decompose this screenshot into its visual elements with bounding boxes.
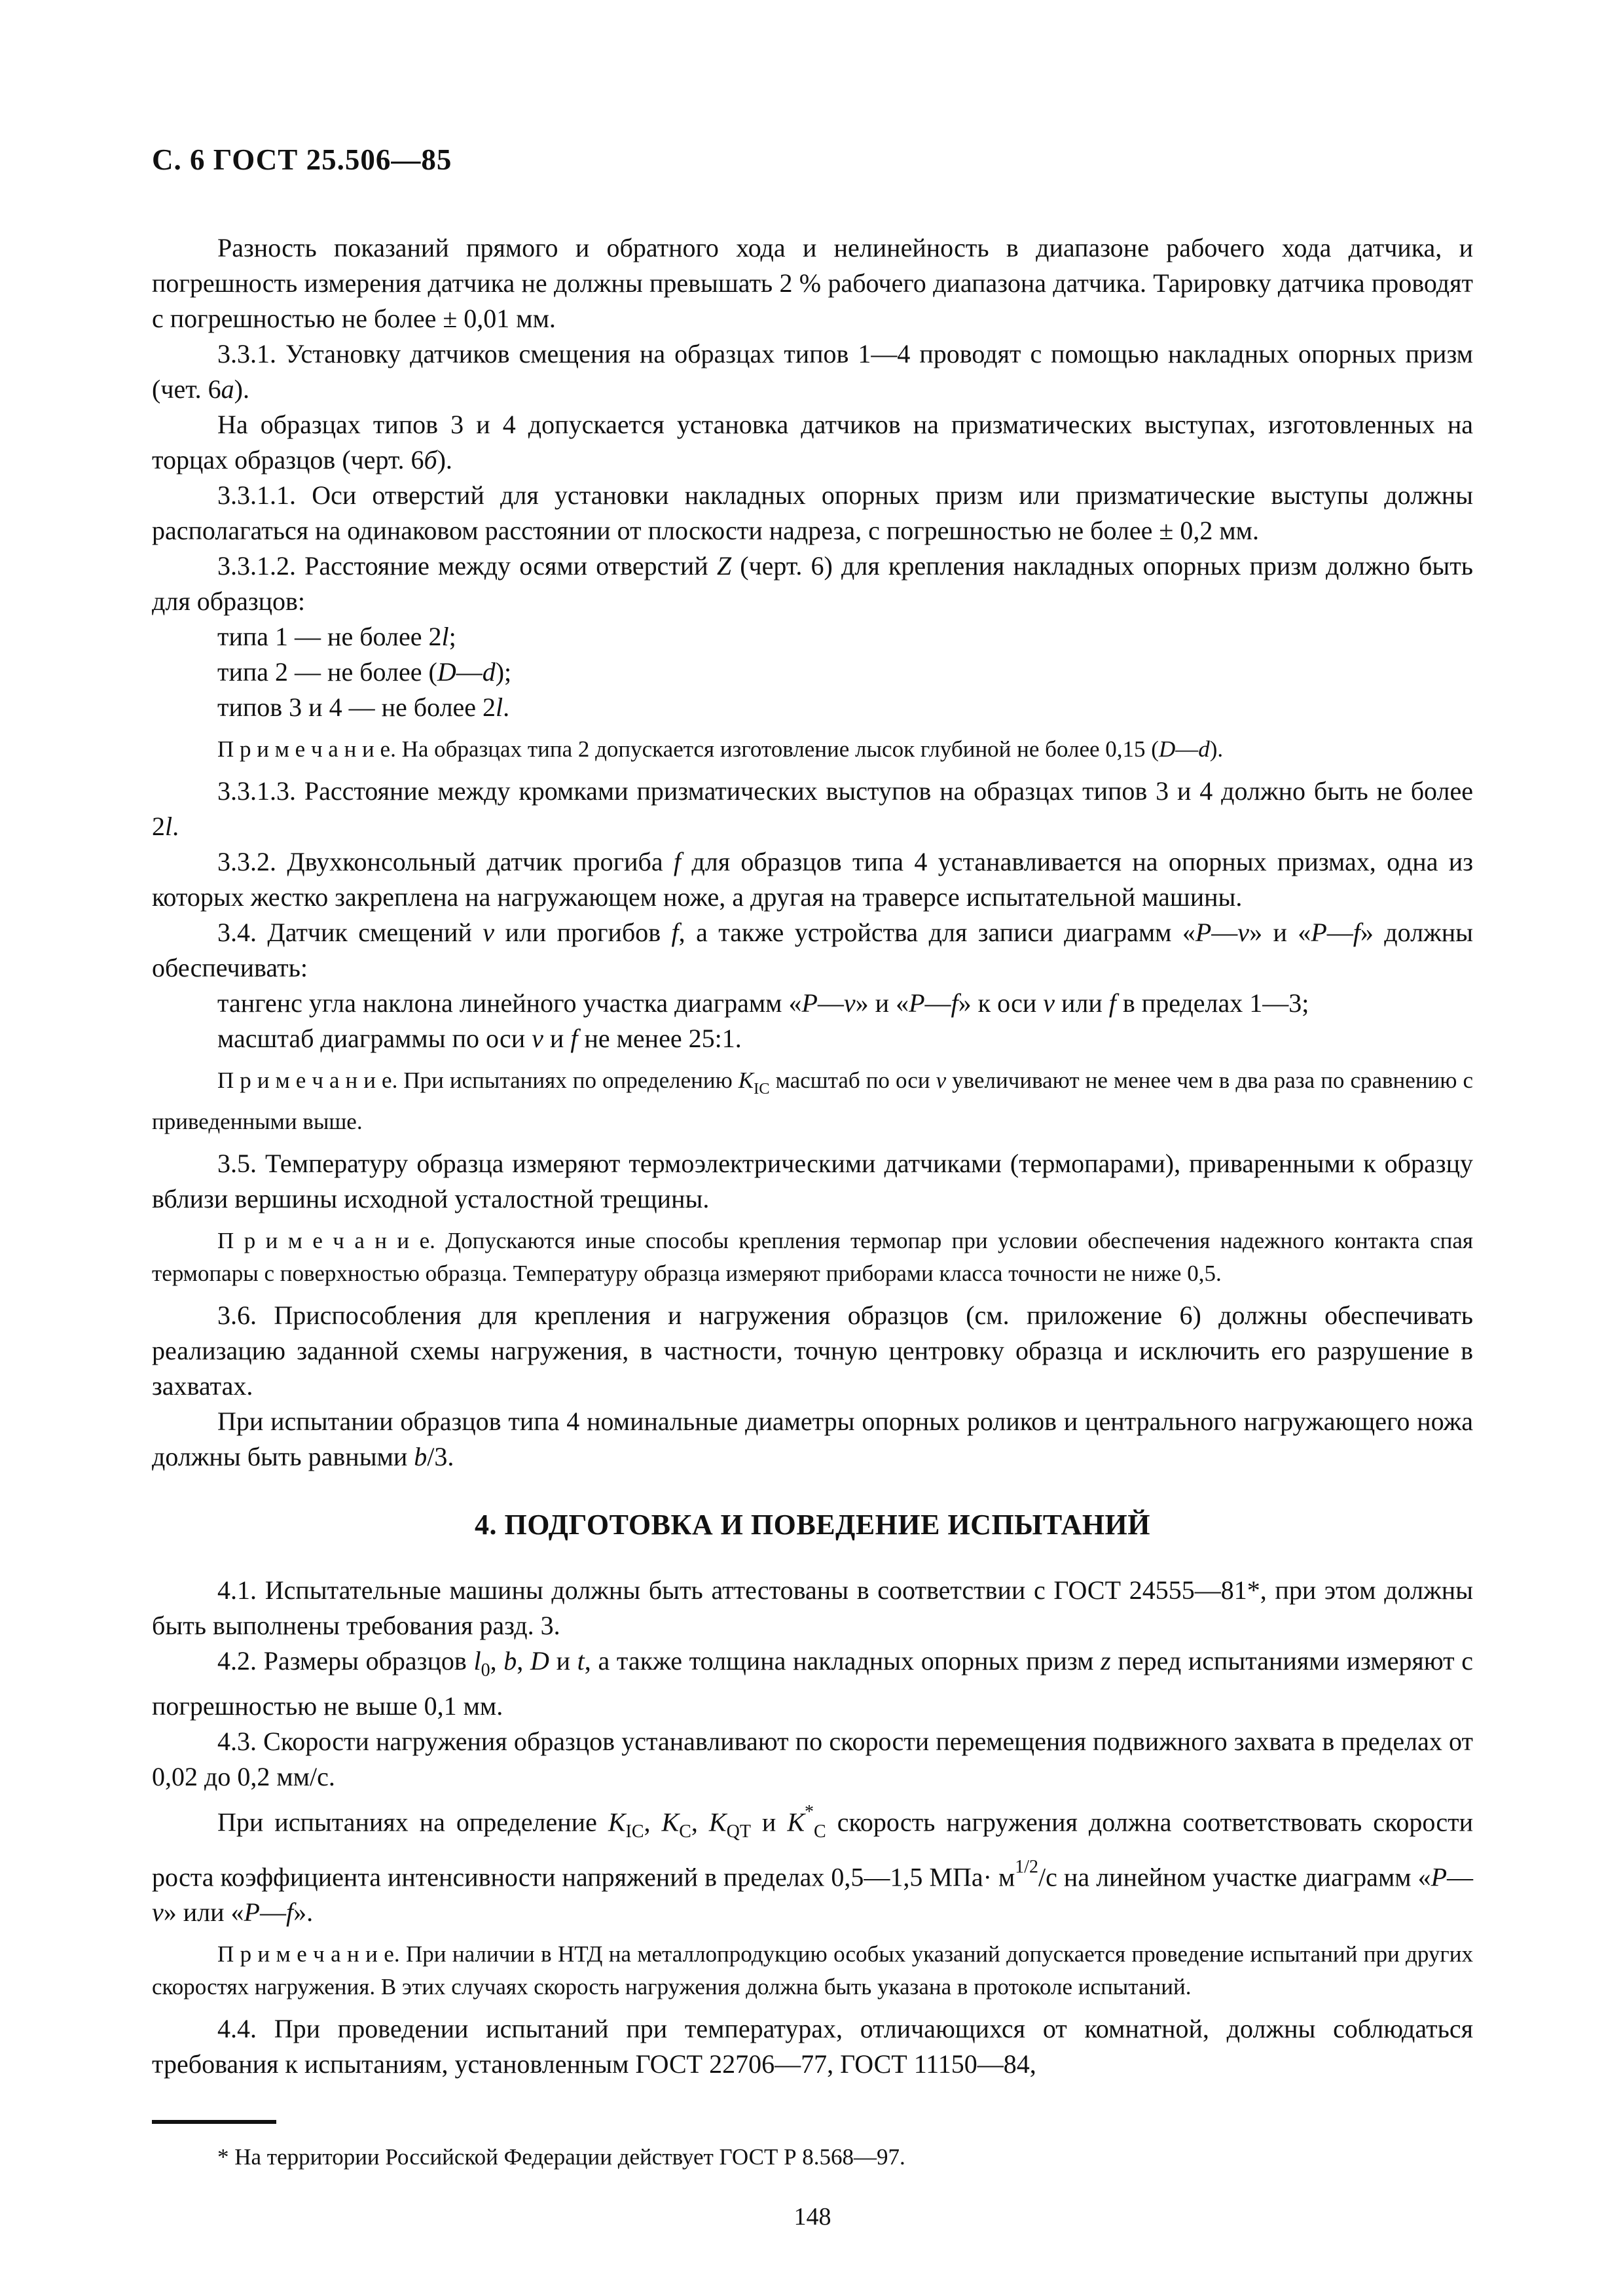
clause-4-1: 4.1. Испытательные машины должны быть аттестованы в соответствии с ГОСТ 24555—81*, при этом должны быть выполнены требования разд. 3. — [152, 1575, 1473, 1640]
clause-3-6-cont: При испытании образцов типа 4 номинальные диаметры опорных роликов и центрального нагружающего ножа должны быть равными b/3. — [152, 1407, 1473, 1471]
list-item-types-3-4: типов 3 и 4 — не более 2l. — [217, 692, 510, 722]
list-item-masshtab: масштаб диаграммы по оси v и f не менее 25:1. — [217, 1024, 742, 1053]
clause-4-4: 4.4. При проведении испытаний при температурах, отличающихся от комнатной, должны соблюдаться требования к испытаниям, установленным ГОСТ 22706—77, ГОСТ 11150—84, — [152, 2014, 1473, 2079]
note-2: П р и м е ч а н и е. При испытаниях по определению $K_{IC}$ масштаб по оси v увеличивают не менее чем в два раза по сравнению с приведенными выше. — [152, 1067, 1473, 1134]
page-number: 148 — [793, 2203, 831, 2231]
clause-4-2: 4.2. Размеры образцов $l_0$, b, D и t, а также толщина накладных опорных призм z перед испытаниями измеряют с погрешностью не выше 0,1 мм. — [152, 1646, 1474, 1721]
clause-4-3-cont: При испытаниях на определение $K_{IC}$, $K_C$, $K_{QT}$ и $K^*_C$ скорость нагружения должна соответствовать скорости роста коэффициента интенсивности напряжений в пределах 0,5—1,5 $МПа\cdot м^{1/2}/с$ на линейном участке диаграмм «P—v» или «P—f». — [152, 1801, 1474, 1928]
note-3: П р и м е ч а н и е. Допускаются иные способы крепления термопар при условии обеспечения надежного контакта спая термопары с поверхностью образца. Температуру образца измеряют приборами класса точности не ниже 0,5. — [152, 1228, 1473, 1286]
clause-3-3-1-2: 3.3.1.2. Расстояние между осями отверстий Z (черт. 6) для крепления накладных опорных призм должно быть для образцов: — [152, 551, 1473, 616]
clause-4-3: 4.3. Скорости нагружения образцов устанавливают по скорости перемещения подвижного захвата в пределах от 0,02 до 0,2 мм/с. — [152, 1726, 1473, 1791]
clause-3-3-1-3: 3.3.1.3. Расстояние между кромками призматических выступов на образцах типов 3 и 4 должно быть не более 2l. — [152, 776, 1473, 841]
paragraph-intro: Разность показаний прямого и обратного хода и нелинейность в диапазоне рабочего хода датчика, и погрешность измерения датчика не должны превышать 2 % рабочего диапазона датчика. Тарировку датчика проводят с погрешностью не более ± 0,01 мм. — [152, 233, 1473, 333]
list-item-tangens: тангенс угла наклона линейного участка диаграмм «P—v» и «P—f» к оси v или f в пределах 1—3; — [217, 988, 1309, 1018]
section-4-heading: 4. ПОДГОТОВКА И ПОВЕДЕНИЕ ИСПЫТАНИЙ — [475, 1509, 1150, 1541]
footnote: * На территории Российской Федерации действует ГОСТ Р 8.568—97. — [217, 2144, 905, 2170]
note-4: П р и м е ч а н и е. При наличии в НТД на металлопродукцию особых указаний допускается проведение испытаний при других скоростях нагружения. В этих случаях скорость нагружения должна быть указана в протоколе испытаний. — [152, 1941, 1473, 2000]
clause-3-3-1-1: 3.3.1.1. Оси отверстий для установки накладных опорных призм или призматические выступы должны располагаться на одинаковом расстоянии от плоскости надреза, с погрешностью не более ± 0,2 мм. — [152, 480, 1473, 545]
document-body — [152, 230, 1473, 2231]
clause-3-6: 3.6. Приспособления для крепления и нагружения образцов (см. приложение 6) должны обеспечивать реализацию заданной схемы нагружения, в частности, точную центровку образца и исключить его разрушение в захватах. — [152, 1300, 1473, 1401]
note-1: П р и м е ч а н и е. На образцах типа 2 допускается изготовление лысок глубиной не более 0,15 (D—d). — [217, 736, 1224, 762]
running-header: С. 6 ГОСТ 25.506—85 — [152, 143, 452, 176]
footnote-divider — [152, 2120, 276, 2124]
clause-3-3-2: 3.3.2. Двухконсольный датчик прогиба f для образцов типа 4 устанавливается на опорных призмах, одна из которых жестко закреплена на нагружающем ноже, а другая на траверсе испытательной машины. — [152, 847, 1474, 912]
clause-3-5: 3.5. Температуру образца измеряют термоэлектрическими датчиками (термопарами), приваренными к образцу вблизи вершины исходной усталостной трещины. — [152, 1149, 1473, 1213]
list-item-type-2: типа 2 — не более (D—d); — [217, 657, 512, 687]
list-item-type-1: типа 1 — не более 2l; — [217, 622, 456, 651]
clause-3-3-1-cont: На образцах типов 3 и 4 допускается установка датчиков на призматических выступах, изготовленных на торцах образцов (черт. 6б). — [152, 410, 1473, 475]
clause-3-3-1: 3.3.1. Установку датчиков смещения на образцах типов 1—4 проводят с помощью накладных опорных призм (чет. 6а). — [152, 339, 1473, 404]
clause-3-4: 3.4. Датчик смещений v или прогибов f, а также устройства для записи диаграмм «P—v» и «P—f» должны обеспечивать: — [152, 918, 1473, 982]
